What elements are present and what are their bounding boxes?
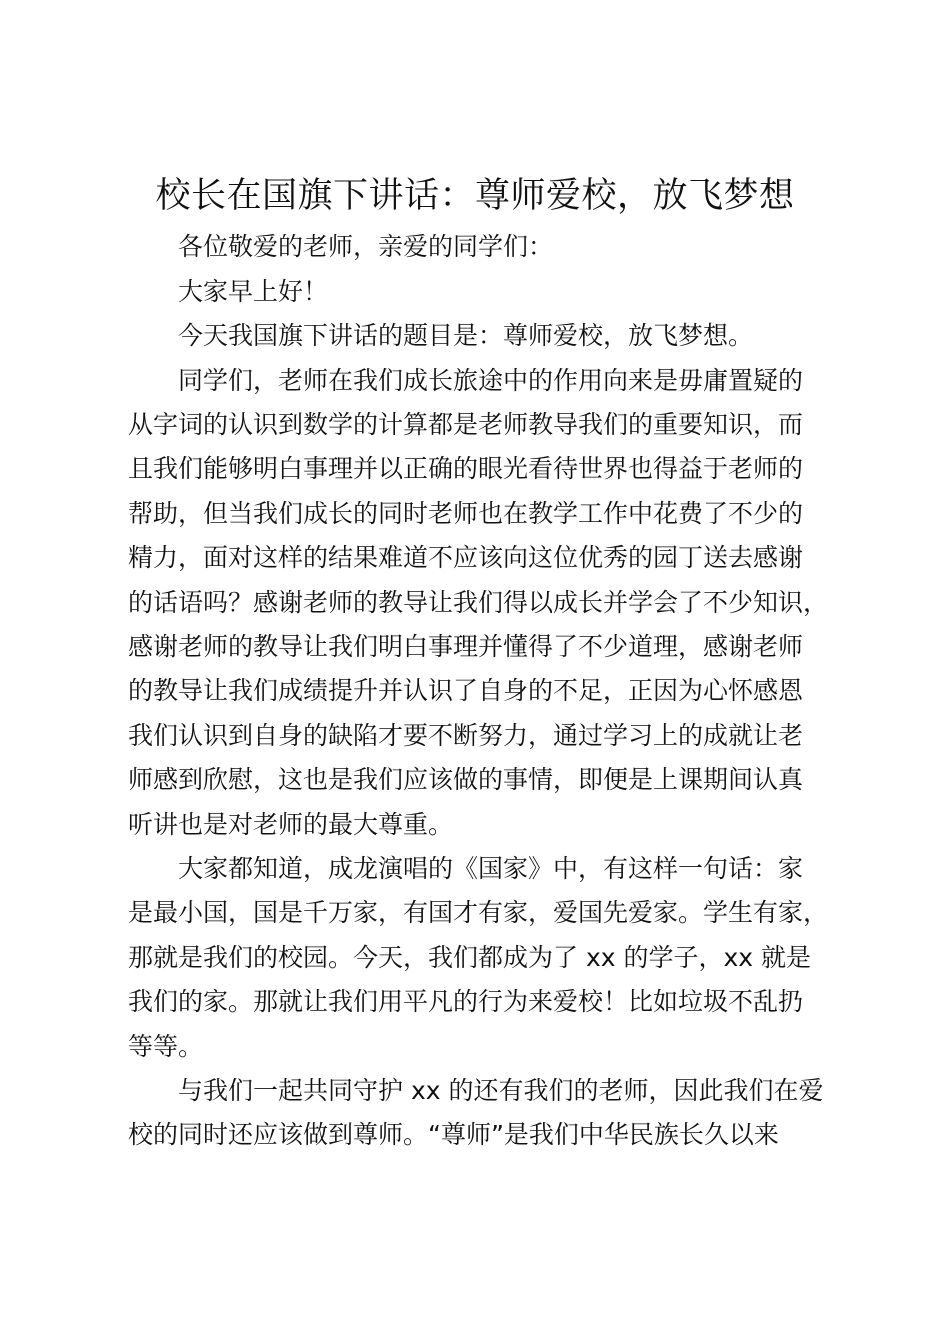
paragraph-line: 的教导让我们成绩提升并认识了自身的不足，正因为心怀感恩 <box>128 676 804 705</box>
paragraph-line: 那就是我们的校园。今天，我们都成为了 xx 的学子，xx 就是 <box>128 943 812 972</box>
salutation-line: 各位敬爱的老师，亲爱的同学们： <box>178 232 554 261</box>
paragraph-line: 校的同时还应该做到尊师。“尊师”是我们中华民族长久以来 <box>128 1120 779 1149</box>
paragraph-line: 是最小国，国是千万家，有国才有家，爱国先爱家。学生有家， <box>128 898 829 927</box>
paragraph-line: 同学们，老师在我们成长旅途中的作用向来是毋庸置疑的 <box>178 366 804 395</box>
paragraph-line: 我们的家。那就让我们用平凡的行为来爱校！比如垃圾不乱扔 <box>128 987 804 1016</box>
paragraph-line: 大家都知道，成龙演唱的《国家》中，有这样一句话：家 <box>178 854 804 883</box>
paragraph-line: 帮助，但当我们成长的同时老师也在教学工作中花费了不少的 <box>128 499 804 528</box>
document-title: 校长在国旗下讲话：尊师爱校，放飞梦想 <box>155 176 795 216</box>
paragraph-line: 听讲也是对老师的最大尊重。 <box>128 810 454 839</box>
paragraph-line: 师感到欣慰，这也是我们应该做的事情，即便是上课期间认真 <box>128 765 804 794</box>
greeting-line: 大家早上好！ <box>178 277 329 306</box>
topic-line: 今天我国旗下讲话的题目是：尊师爱校，放飞梦想。 <box>178 321 754 350</box>
paragraph-line: 精力，面对这样的结果难道不应该向这位优秀的园丁送去感谢 <box>128 543 804 572</box>
paragraph-line: 感谢老师的教导让我们明白事理并懂得了不少道理，感谢老师 <box>128 632 804 661</box>
paragraph-line: 从字词的认识到数学的计算都是老师教导我们的重要知识，而 <box>128 410 804 439</box>
paragraph-line: 我们认识到自身的缺陷才要不断努力，通过学习上的成就让老 <box>128 721 804 750</box>
paragraph-line: 与我们一起共同守护 xx 的还有我们的老师，因此我们在爱 <box>178 1076 824 1105</box>
paragraph-line: 且我们能够明白事理并以正确的眼光看待世界也得益于老师的 <box>128 454 804 483</box>
paragraph-line: 等等。 <box>128 1032 204 1061</box>
paragraph-line: 的话语吗？感谢老师的教导让我们得以成长并学会了不少知识， <box>128 588 829 617</box>
